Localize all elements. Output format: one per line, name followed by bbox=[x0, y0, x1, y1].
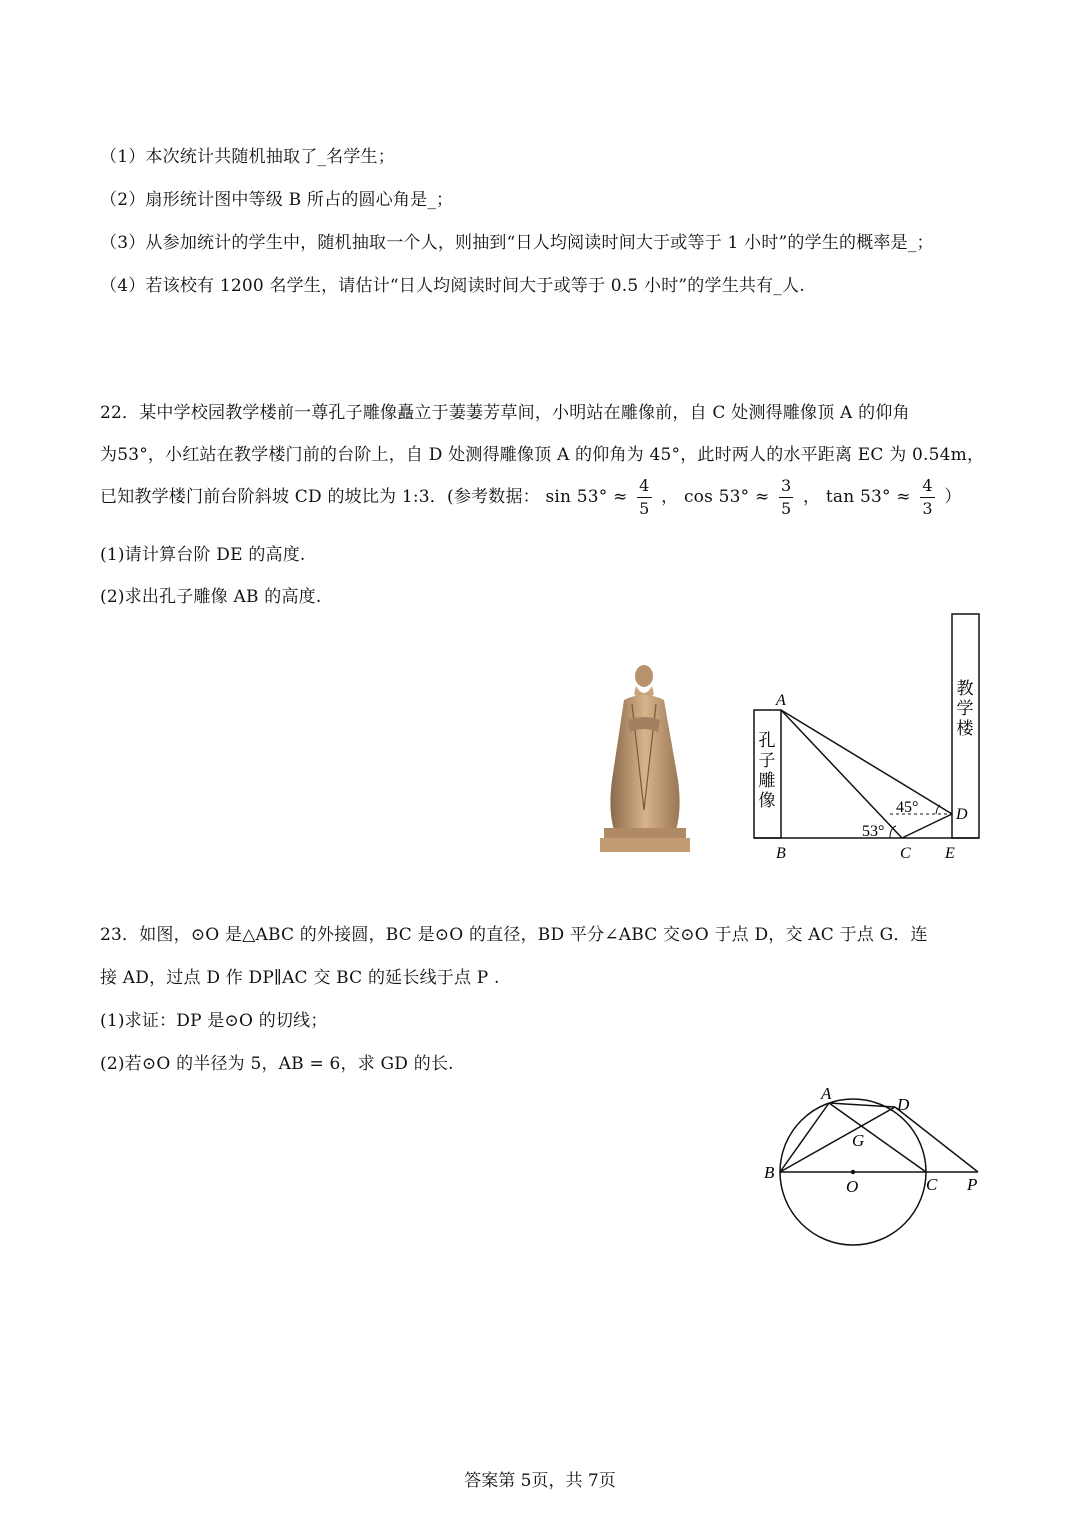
sight-line-ad bbox=[781, 710, 952, 814]
point-label-b: B bbox=[776, 845, 786, 862]
q22-sub-question-2: (2)求出孔子雕像 AB 的高度. bbox=[100, 587, 322, 607]
q22-slope-text: 已知教学楼门前台阶斜坡 CD 的坡比为 1:3．(参考数据： bbox=[100, 487, 540, 507]
q23-stem-line-1: 23．如图，⊙O 是△ABC 的外接圆，BC 是⊙O 的直径，BD 平分∠ABC 交⊙O 于点 D，交 AC 于点 G．连 bbox=[100, 925, 928, 945]
point-label-e: E bbox=[945, 845, 955, 862]
segment-ab bbox=[780, 1103, 829, 1172]
point-label-d: D bbox=[897, 1095, 910, 1114]
q21-item-4: （4）若该校有 1200 名学生，请估计“日人均阅读时间大于或等于 0.5 小时”的学生共有_人. bbox=[100, 276, 805, 296]
q23-circle-figure bbox=[760, 1080, 992, 1252]
q22-stem-line-1: 22．某中学校园教学楼前一尊孔子雕像矗立于萋萋芳草间，小明站在雕像前，自 C 处测得雕像顶 A 的仰角 bbox=[100, 403, 910, 423]
angle-label-53: 53° bbox=[862, 823, 885, 840]
point-label-a: A bbox=[821, 1084, 832, 1103]
q22-stem-line-2: 为53°，小红站在教学楼门前的台阶上，自 D 处测得雕像顶 A 的仰角为 45°，此时两人的水平距离 EC 为 0.54m， bbox=[100, 445, 985, 465]
segment-bd bbox=[780, 1107, 895, 1172]
q22-geometry-figure bbox=[740, 606, 990, 868]
angle-arc-53 bbox=[890, 826, 896, 838]
point-label-p: P bbox=[967, 1175, 978, 1194]
slope-cd bbox=[902, 814, 952, 838]
statue-label-3: 雕 bbox=[758, 771, 776, 791]
point-label-c: C bbox=[900, 845, 911, 862]
point-label-d: D bbox=[956, 806, 968, 823]
q22-stem-line-3 bbox=[100, 478, 962, 517]
q22-cos-label: ， cos 53° ≈ bbox=[661, 487, 770, 507]
q21-item-1: （1）本次统计共随机抽取了_名学生； bbox=[100, 147, 395, 167]
q23-stem-line-2: 接 AD，过点 D 作 DP∥AC 交 BC 的延长线于点 P . bbox=[100, 968, 500, 988]
center-dot-o bbox=[851, 1170, 855, 1174]
building-label-3: 楼 bbox=[956, 719, 974, 739]
q22-sub-question-1: (1)请计算台阶 DE 的高度. bbox=[100, 545, 306, 565]
building-label-1: 教 bbox=[956, 679, 974, 699]
angle-label-45: 45° bbox=[896, 799, 919, 816]
q21-item-2: （2）扇形统计图中等级 B 所占的圆心角是_； bbox=[100, 190, 454, 210]
page-footer: 答案第 5页，共 7页 bbox=[464, 1471, 616, 1491]
building-label-2: 学 bbox=[956, 699, 974, 719]
q22-close-paren: ） bbox=[944, 487, 962, 507]
point-label-c: C bbox=[926, 1175, 938, 1194]
point-label-b: B bbox=[764, 1163, 775, 1182]
point-label-o: O bbox=[846, 1177, 859, 1196]
q23-sub-question-2: (2)若⊙O 的半径为 5，AB = 6，求 GD 的长. bbox=[100, 1054, 454, 1074]
confucius-statue-image bbox=[598, 660, 692, 854]
q23-sub-question-1: (1)求证：DP 是⊙O 的切线； bbox=[100, 1011, 328, 1031]
q22-cos-fraction: $\frac{3}{5}$ bbox=[781, 476, 792, 518]
segment-ad bbox=[829, 1103, 895, 1107]
segment-ac bbox=[829, 1103, 926, 1172]
statue-label-4: 像 bbox=[758, 791, 776, 811]
statue-label-2: 子 bbox=[758, 751, 776, 771]
q22-tan-fraction: $\frac{4}{3}$ bbox=[922, 476, 933, 518]
q22-sin-fraction: $\frac{4}{5}$ bbox=[639, 476, 650, 518]
point-label-a: A bbox=[776, 692, 786, 709]
statue-label-1: 孔 bbox=[758, 731, 776, 751]
segment-dp bbox=[895, 1107, 978, 1172]
point-label-g: G bbox=[852, 1131, 865, 1150]
q22-sin-label: sin 53° ≈ bbox=[545, 487, 628, 507]
q21-item-3: （3）从参加统计的学生中，随机抽取一个人，则抽到“日人均阅读时间大于或等于 1 小时”的学生的概率是_； bbox=[100, 233, 934, 253]
q22-tan-label: ， tan 53° ≈ bbox=[803, 487, 911, 507]
sight-line-ac bbox=[781, 710, 902, 838]
